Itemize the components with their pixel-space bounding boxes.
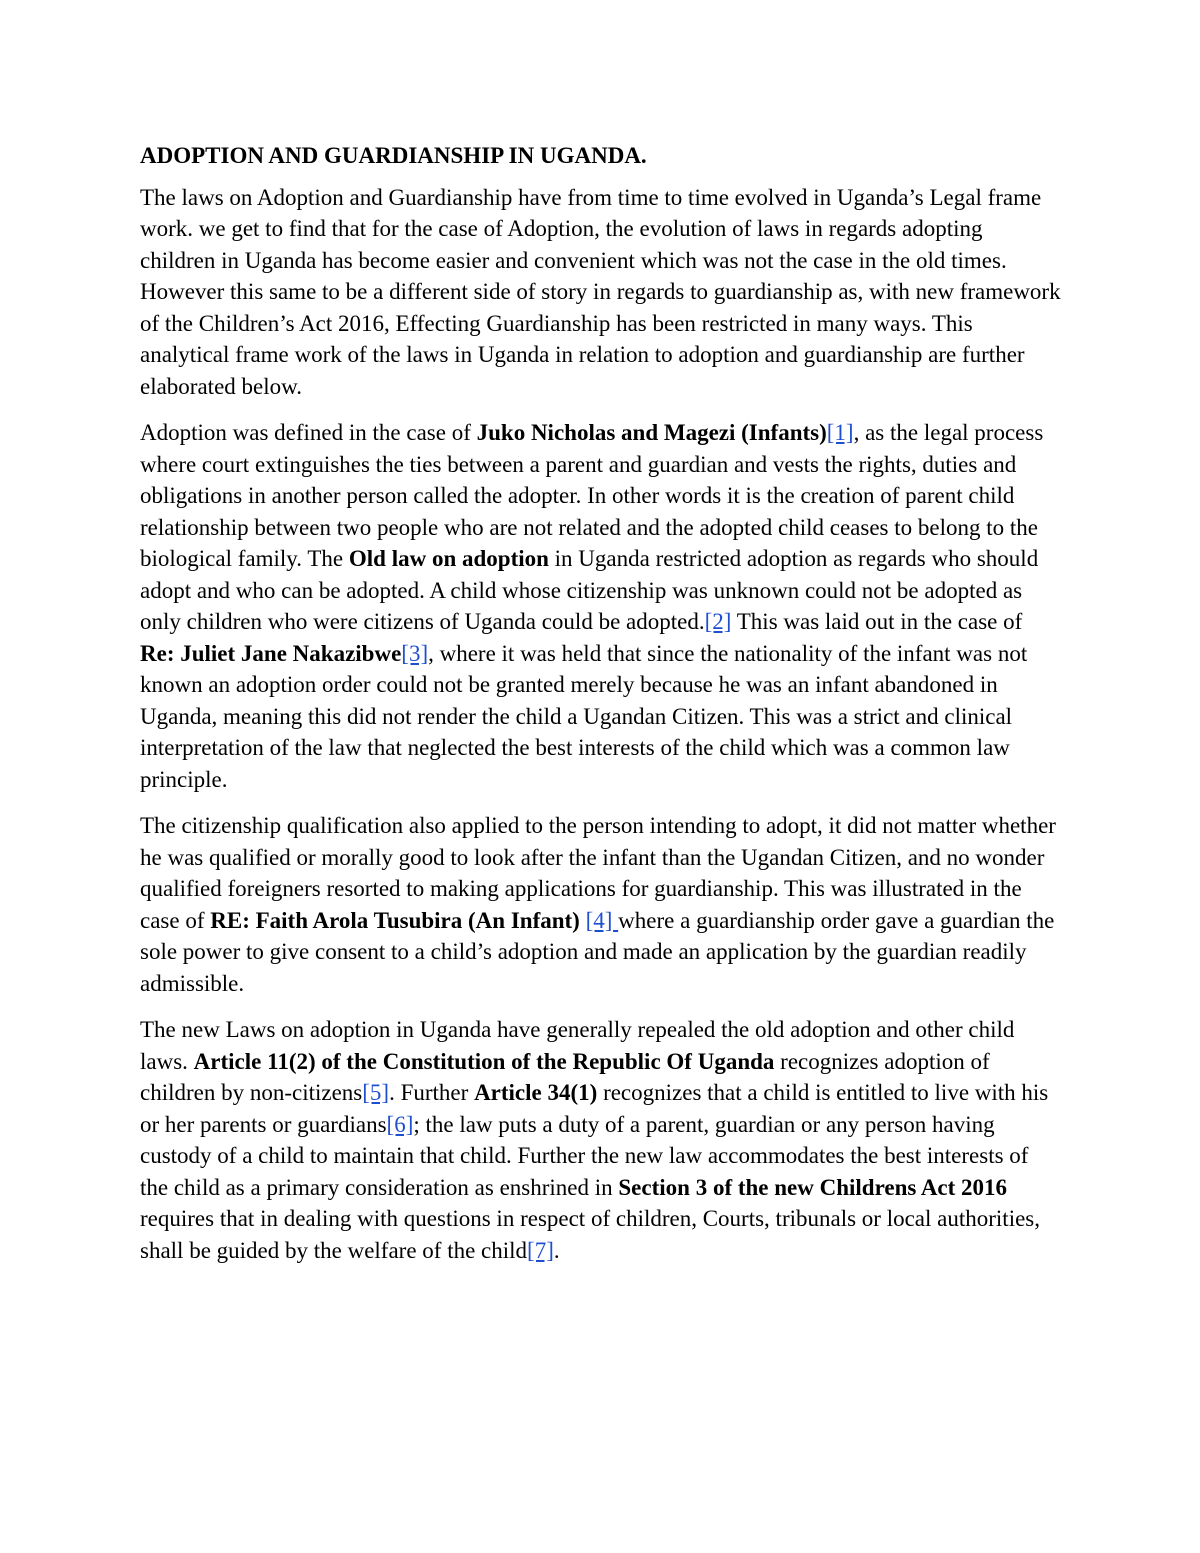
footnote-ref-3[interactable]: [3] [401, 640, 429, 666]
paragraph-4 [140, 1014, 1062, 1266]
footnote-ref-2[interactable]: [2] [704, 609, 732, 634]
p4-text-1: The new Laws on adoption in Uganda have generally repealed the old adoption and other child laws. [140, 1017, 1015, 1074]
paragraph-1 [140, 182, 1062, 403]
p3-text-3: where a guardianship order gave a guardian the sole power to give consent to a child’s adoption and made an application by the guardian readily admissible. [140, 907, 1055, 996]
p2-text-5: , where it was held that since the nationality of the infant was not known an adoption order could not be granted merely because he was an infant abandoned in Uganda, meaning this did not render the child a Ugandan Citizen. This was a strict and clinical interpretation of the law that neglected the best interests of the child which was a common law principle. [140, 640, 1028, 792]
p3-text-1: The citizenship qualification also applied to the person intending to adopt, it did not matter whether he was qualified or morally good to look after the infant than the Ugandan Citizen, and no wonder qualified foreigners resorted to making applications for guardianship. This was illustrated in the case of [140, 813, 1056, 933]
p4-text-7: . [553, 1237, 560, 1263]
paragraph-2 [140, 417, 1062, 795]
p2-text-1: Adoption was defined in the case of [140, 420, 477, 445]
footnote-ref-4[interactable]: [4] [585, 907, 619, 933]
paragraph-1-text: The laws on Adoption and Guardianship have from time to time evolved in Uganda’s Legal frame work. we get to find that for the case of Adoption, the evolution of laws in regards adopting children in Uganda has become easier and convenient which was not the case in the old times. However this same to be a different side of story in regards to guardianship as, with new framework of the Children’s Act 2016, Effecting Guardianship has been restricted in many ways. This analytical frame work of the laws in Uganda in relation to adoption and guardianship are further elaborated below. [140, 184, 1061, 399]
footnote-ref-1[interactable]: [1] [826, 420, 854, 445]
paragraph-3 [140, 810, 1062, 999]
p2-text-2: , as the legal process where court extinguishes the ties between a parent and guardian and vests the rights, duties and obligations in another person called the adopter. In other words it is the creation of parent child relationship between two people who are not related and the adopted child ceases to belong to the biological family. The [140, 420, 1044, 571]
document-title: ADOPTION AND GUARDIANSHIP IN UGANDA. [140, 143, 647, 168]
p2-text-3: in Uganda restricted adoption as regards who should adopt and who can be adopted. A child whose citizenship was unknown could not be adopted as only children who were citizens of Uganda could be adopted. [140, 546, 1039, 634]
footnote-ref-7[interactable]: [7] [527, 1237, 554, 1263]
p4-text-2: recognizes adoption of children by non-citizens [140, 1048, 990, 1105]
footnote-ref-6[interactable]: [6] [386, 1111, 414, 1137]
p4-text-5: ; the law puts a duty of a parent, guardian or any person having custody of a child to maintain that child. Further the new law accommodates the best interests of the child as a primary consideration as enshrined in [140, 1111, 1029, 1200]
document-page [140, 140, 1062, 1281]
article-11-2: Article 11(2) of the Constitution of the Republic Of Uganda [193, 1048, 775, 1074]
section-3-childrens-act: Section 3 of the new Childrens Act 2016 [618, 1174, 1008, 1200]
footnote-ref-5[interactable]: [5] [362, 1080, 390, 1105]
p4-text-4: recognizes that a child is entitled to live with his or her parents or guardians [140, 1080, 1049, 1137]
case-name-juko: Juko Nicholas and Magezi (Infants) [476, 420, 827, 445]
case-name-nakazibwe: Re: Juliet Jane Nakazibwe [140, 640, 402, 666]
case-name-tusubira: RE: Faith Arola Tusubira (An Infant) [210, 907, 580, 933]
p4-text-3: . Further [389, 1080, 475, 1105]
article-34-1: Article 34(1) [474, 1080, 598, 1105]
p4-text-6: requires that in dealing with questions in respect of children, Courts, tribunals or local authorities, shall be guided by the welfare of the child [140, 1206, 1040, 1263]
p2-text-4: This was laid out in the case of [731, 609, 1023, 634]
old-law-heading: Old law on adoption [348, 546, 549, 571]
